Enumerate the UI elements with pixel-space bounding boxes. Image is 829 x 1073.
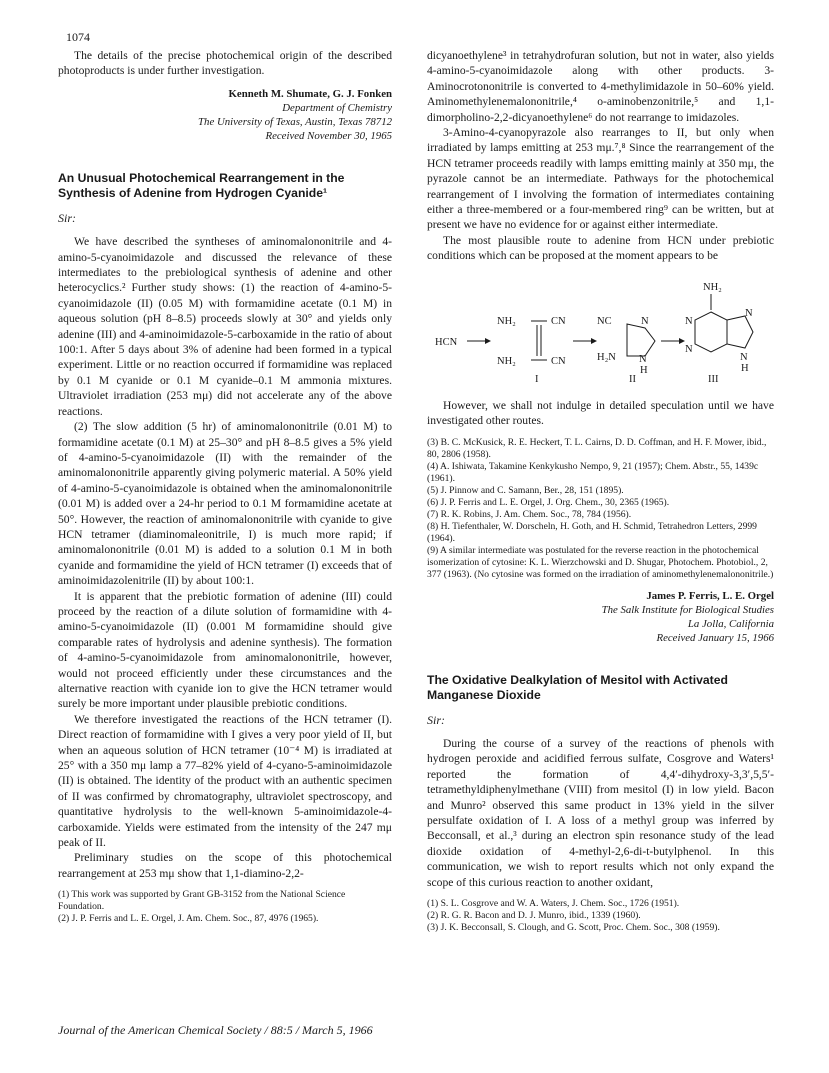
footnote: (1) This work was supported by Grant GB-3152 from the National Science Foundation.: [58, 889, 346, 913]
body-paragraph: We have described the syntheses of aminomalononitrile and 4-amino-5-cyanoimidazole and discussed the relevance of these intermediates to the prebiological synthesis of adenine and other heterocyclics.² Further study shows: (1) the reaction of 4-amino-5-cyanoimidazole (II) (0.05 M) with formamidine acetate (0.1 M) in aqueous solution (pH 8–8.5) proceeds slowly at 30° and yields only adenine (III) and 4-aminoimidazole-5-carboxamide in the ratio of about 100:1. After 5 days about 3% of adenine had been formed in a typical experiment. Little or no reaction occurred if formamidine was replaced by 0.1 M cyanide or 0.1 M cyanide–0.1 M ammonia mixtures. Ultraviolet irradiation (253 mμ) did not accelerate any of the above reactions.: [58, 235, 392, 418]
compound-iii-n1: N: [685, 315, 693, 327]
footnotes: [58, 889, 392, 925]
footnotes: [427, 437, 774, 581]
reaction-scheme: [427, 272, 774, 390]
page-number: 1074: [66, 30, 90, 44]
article-title: The Oxidative Dealkylation of Mesitol with Activated Manganese Dioxide: [427, 672, 728, 702]
compound-ii-n-bottom: N: [639, 353, 647, 365]
compound-label-iii: III: [708, 373, 719, 385]
footnote: (9) A similar intermediate was postulated for the reverse reaction in the photochemical isomerization of cytosine: K. L. Wierzchowski and D. Shugar, Photochem. Photobiol., 2, 377 (1963). (No cytosine was formed on the irradiation of aminomethylenemalononitrile.): [427, 544, 774, 580]
received-date: Received January 15, 1966: [656, 631, 774, 644]
pyrimidine-ring: [695, 312, 727, 352]
body-paragraph: (2) The slow addition (5 hr) of aminomalononitrile (0.01 M) to formamidine acetate (0.1 M) at 25–30° and pH 8–8.5 gives a 5% yield of 4-amino-5-cyanoimidazole (II) with the remainder of the aminomalononitrile apparently giving polymeric material. A 50% yield of 4-amino-5-cyanoimidazole is obtained when the aminomalononitrile (0.01 M) is added over a 24-hr period to 0.1 M formamidine acetate at 50°. However, the reaction of aminomalononitrile with cyanide to give HCN tetramer (diaminomaleonitrile, I) is much more rapid; if aminomalononitrile (0.01 M) is added to a solution 0.1 M in both cyanide and formamidine the yield of HCN tetramer (I) exceeds that of aminoimidazolenitrile (II) by about 100:1.: [58, 420, 392, 588]
salutation: Sir:: [58, 210, 76, 225]
signature-block-2: [427, 589, 774, 645]
compound-iii-n3: N: [685, 343, 693, 355]
body-paragraph: During the course of a survey of the reactions of phenols with hydrogen peroxide and acidified ferrous sulfate, Cosgrove and Waters¹ reported the formation of 4,4′-dihydroxy-3,3′,5,5′-tetramethyldiphenylmethane (VIII) from mesitol (I) in low yield. Bacon and Munro² observed this same product in 13% yield in the silver persulfate oxidation of I. A loss of a methyl group was inferred by Becconsall, et al.,³ during an electron spin resonance study of the lead dioxide oxidation of 4-methyl-2,6-di-t-butylphenol. In this communication, we wish to report results which not only expand the scope of this curious reaction to another oxidant,: [427, 736, 774, 889]
university: The University of Texas, Austin, Texas 78712: [198, 115, 392, 128]
article-title: An Unusual Photochemical Rearrangement in the Synthesis of Adenine from Hydrogen Cyanide¹: [58, 170, 345, 200]
intro-paragraph: The details of the precise photochemical origin of the described photoproducts is under further investigation.: [58, 49, 392, 78]
left-column: [58, 48, 392, 925]
authors: Kenneth M. Shumate, G. J. Fonken: [228, 87, 392, 100]
compound-iii-nh2: NH₂: [703, 281, 722, 293]
department: Department of Chemistry: [282, 101, 392, 114]
authors: James P. Ferris, L. E. Orgel: [646, 589, 774, 602]
footnote: (2) J. P. Ferris and L. E. Orgel, J. Am. Chem. Soc., 87, 4976 (1965).: [58, 913, 319, 925]
body-paragraph: The most plausible route to adenine from HCN under prebiotic conditions which can be proposed at the moment appears to be: [427, 233, 774, 263]
hcn-label: HCN: [435, 336, 458, 348]
imidazole-ring: [727, 316, 753, 348]
compound-ii-h: H: [640, 364, 648, 376]
compound-ii-nc: NC: [597, 315, 612, 327]
footnote: (7) R. K. Robins, J. Am. Chem. Soc., 78, 784 (1956).: [427, 508, 632, 520]
footnote: (6) J. P. Ferris and L. E. Orgel, J. Org. Chem., 30, 2365 (1965).: [427, 496, 670, 508]
footnote: (2) R. G. R. Bacon and D. J. Munro, ibid., 1339 (1960).: [427, 909, 641, 921]
compound-ii-n-top: N: [641, 315, 649, 327]
body-paragraph: Preliminary studies on the scope of this photochemical rearrangement at 253 mμ show that 1,1-diamino-2,2-: [58, 851, 392, 880]
compound-iii-n9: N: [740, 351, 748, 363]
signature-block-1: [58, 87, 392, 143]
compound-i-nh2-top: NH₂: [497, 315, 516, 327]
compound-ii-h2n: H₂N: [597, 351, 616, 363]
compound-i-cn-top: CN: [551, 315, 566, 327]
body-paragraph: However, we shall not indulge in detailed speculation until we have investigated other routes.: [427, 398, 774, 428]
body-paragraph: 3-Amino-4-cyanopyrazole also rearranges to II, but only when irradiated by lamps emitting at 253 mμ.⁷,⁸ Since the rearrangement of the HCN tetramer proceeds readily with lamps emitting mainly at 350 mμ, the pyrazole cannot be an intermediate. Pathways for the photochemical rearrangement of I involving the formation of intermediates containing either a three-membered or a four-membered ring⁹ can be written, but at present we have no evidence for or against either intermediate.: [427, 126, 774, 232]
body-paragraph: It is apparent that the prebiotic formation of adenine (III) could proceed by the reaction of a dilute solution of formamidine with 4-amino-5-cyanoimidazole (II) (0.001 M formamidine should give comparable rates of hydrolysis and adenine synthesis). The formation of 4-amino-5-cyanoimidazole from aminomalononitrile, however, would not proceed efficiently under these circumstances and the alternative reaction with cyanide ion to give the HCN tetramer would surely be more important under plausible prebiotic conditions.: [58, 589, 392, 711]
footnote: (3) B. C. McKusick, R. E. Heckert, T. L. Cairns, D. D. Coffman, and H. F. Mower, ibid., 80, 2806 (1958).: [427, 436, 767, 460]
salutation: Sir:: [427, 712, 445, 727]
compound-label-ii: II: [629, 373, 636, 385]
imidazole-ring: [627, 324, 655, 356]
arrow-head-icon: [485, 338, 491, 344]
footnotes: [427, 898, 774, 934]
compound-iii-h: H: [741, 362, 749, 374]
body-paragraph: dicyanoethylene³ in tetrahydrofuran solution, but not in water, also yields 4-amino-5-cyanoimidazole along with other products. 3-Aminocrotononitrile is converted to 4-methylimidazole in 50–60% yield. Aminomethylenemalononitrile,⁴ o-aminobenzonitrile,⁵ and 1,1-dimorpholino-2,2-dicyanoethylene⁶ do not rearrange to imidazoles.: [427, 49, 774, 124]
institution: The Salk Institute for Biological Studies: [601, 603, 774, 616]
received-date: Received November 30, 1965: [265, 129, 392, 142]
body-paragraph: We therefore investigated the reactions of the HCN tetramer (I). Direct reaction of formamidine with I gives a very poor yield of II, but when an aqueous solution of HCN tetramer (10⁻⁴ M) is irradiated at 25° with a 350 mμ lamp a 77–82% yield of 4-cyano-5-aminoimidazole (II) is obtained. The identity of the product with an authentic specimen of II was confirmed by chromatography, ultraviolet spectroscopy, and quantitative hydrolysis to the well-known 5-aminoimidazole-4-carboxamide. Yields were estimated from the intensity of the 247 mμ peak of II.: [58, 712, 392, 850]
arrow-head-icon: [591, 338, 597, 344]
compound-i-nh2-bottom: NH₂: [497, 355, 516, 367]
footnote: (5) J. Pinnow and C. Samann, Ber., 28, 151 (1895).: [427, 484, 624, 496]
footnote: (3) J. K. Becconsall, S. Clough, and G. Scott, Proc. Chem. Soc., 308 (1959).: [427, 921, 720, 933]
compound-label-i: I: [535, 373, 539, 385]
journal-footer: Journal of the American Chemical Society / 88:5 / March 5, 1966: [58, 1023, 373, 1037]
compound-iii-n7: N: [745, 307, 753, 319]
compound-i-cn-bottom: CN: [551, 355, 566, 367]
footnote: (4) A. Ishiwata, Takamine Kenkykusho Nempo, 9, 21 (1957); Chem. Abstr., 55, 1439c (1961).: [427, 460, 759, 484]
footnote: (1) S. L. Cosgrove and W. A. Waters, J. Chem. Soc., 1726 (1951).: [427, 897, 680, 909]
right-column: [427, 48, 774, 934]
location: La Jolla, California: [687, 617, 774, 630]
footnote: (8) H. Tiefenthaler, W. Dorscheln, H. Goth, and H. Schmid, Tetrahedron Letters, 2999 (1964).: [427, 520, 757, 544]
